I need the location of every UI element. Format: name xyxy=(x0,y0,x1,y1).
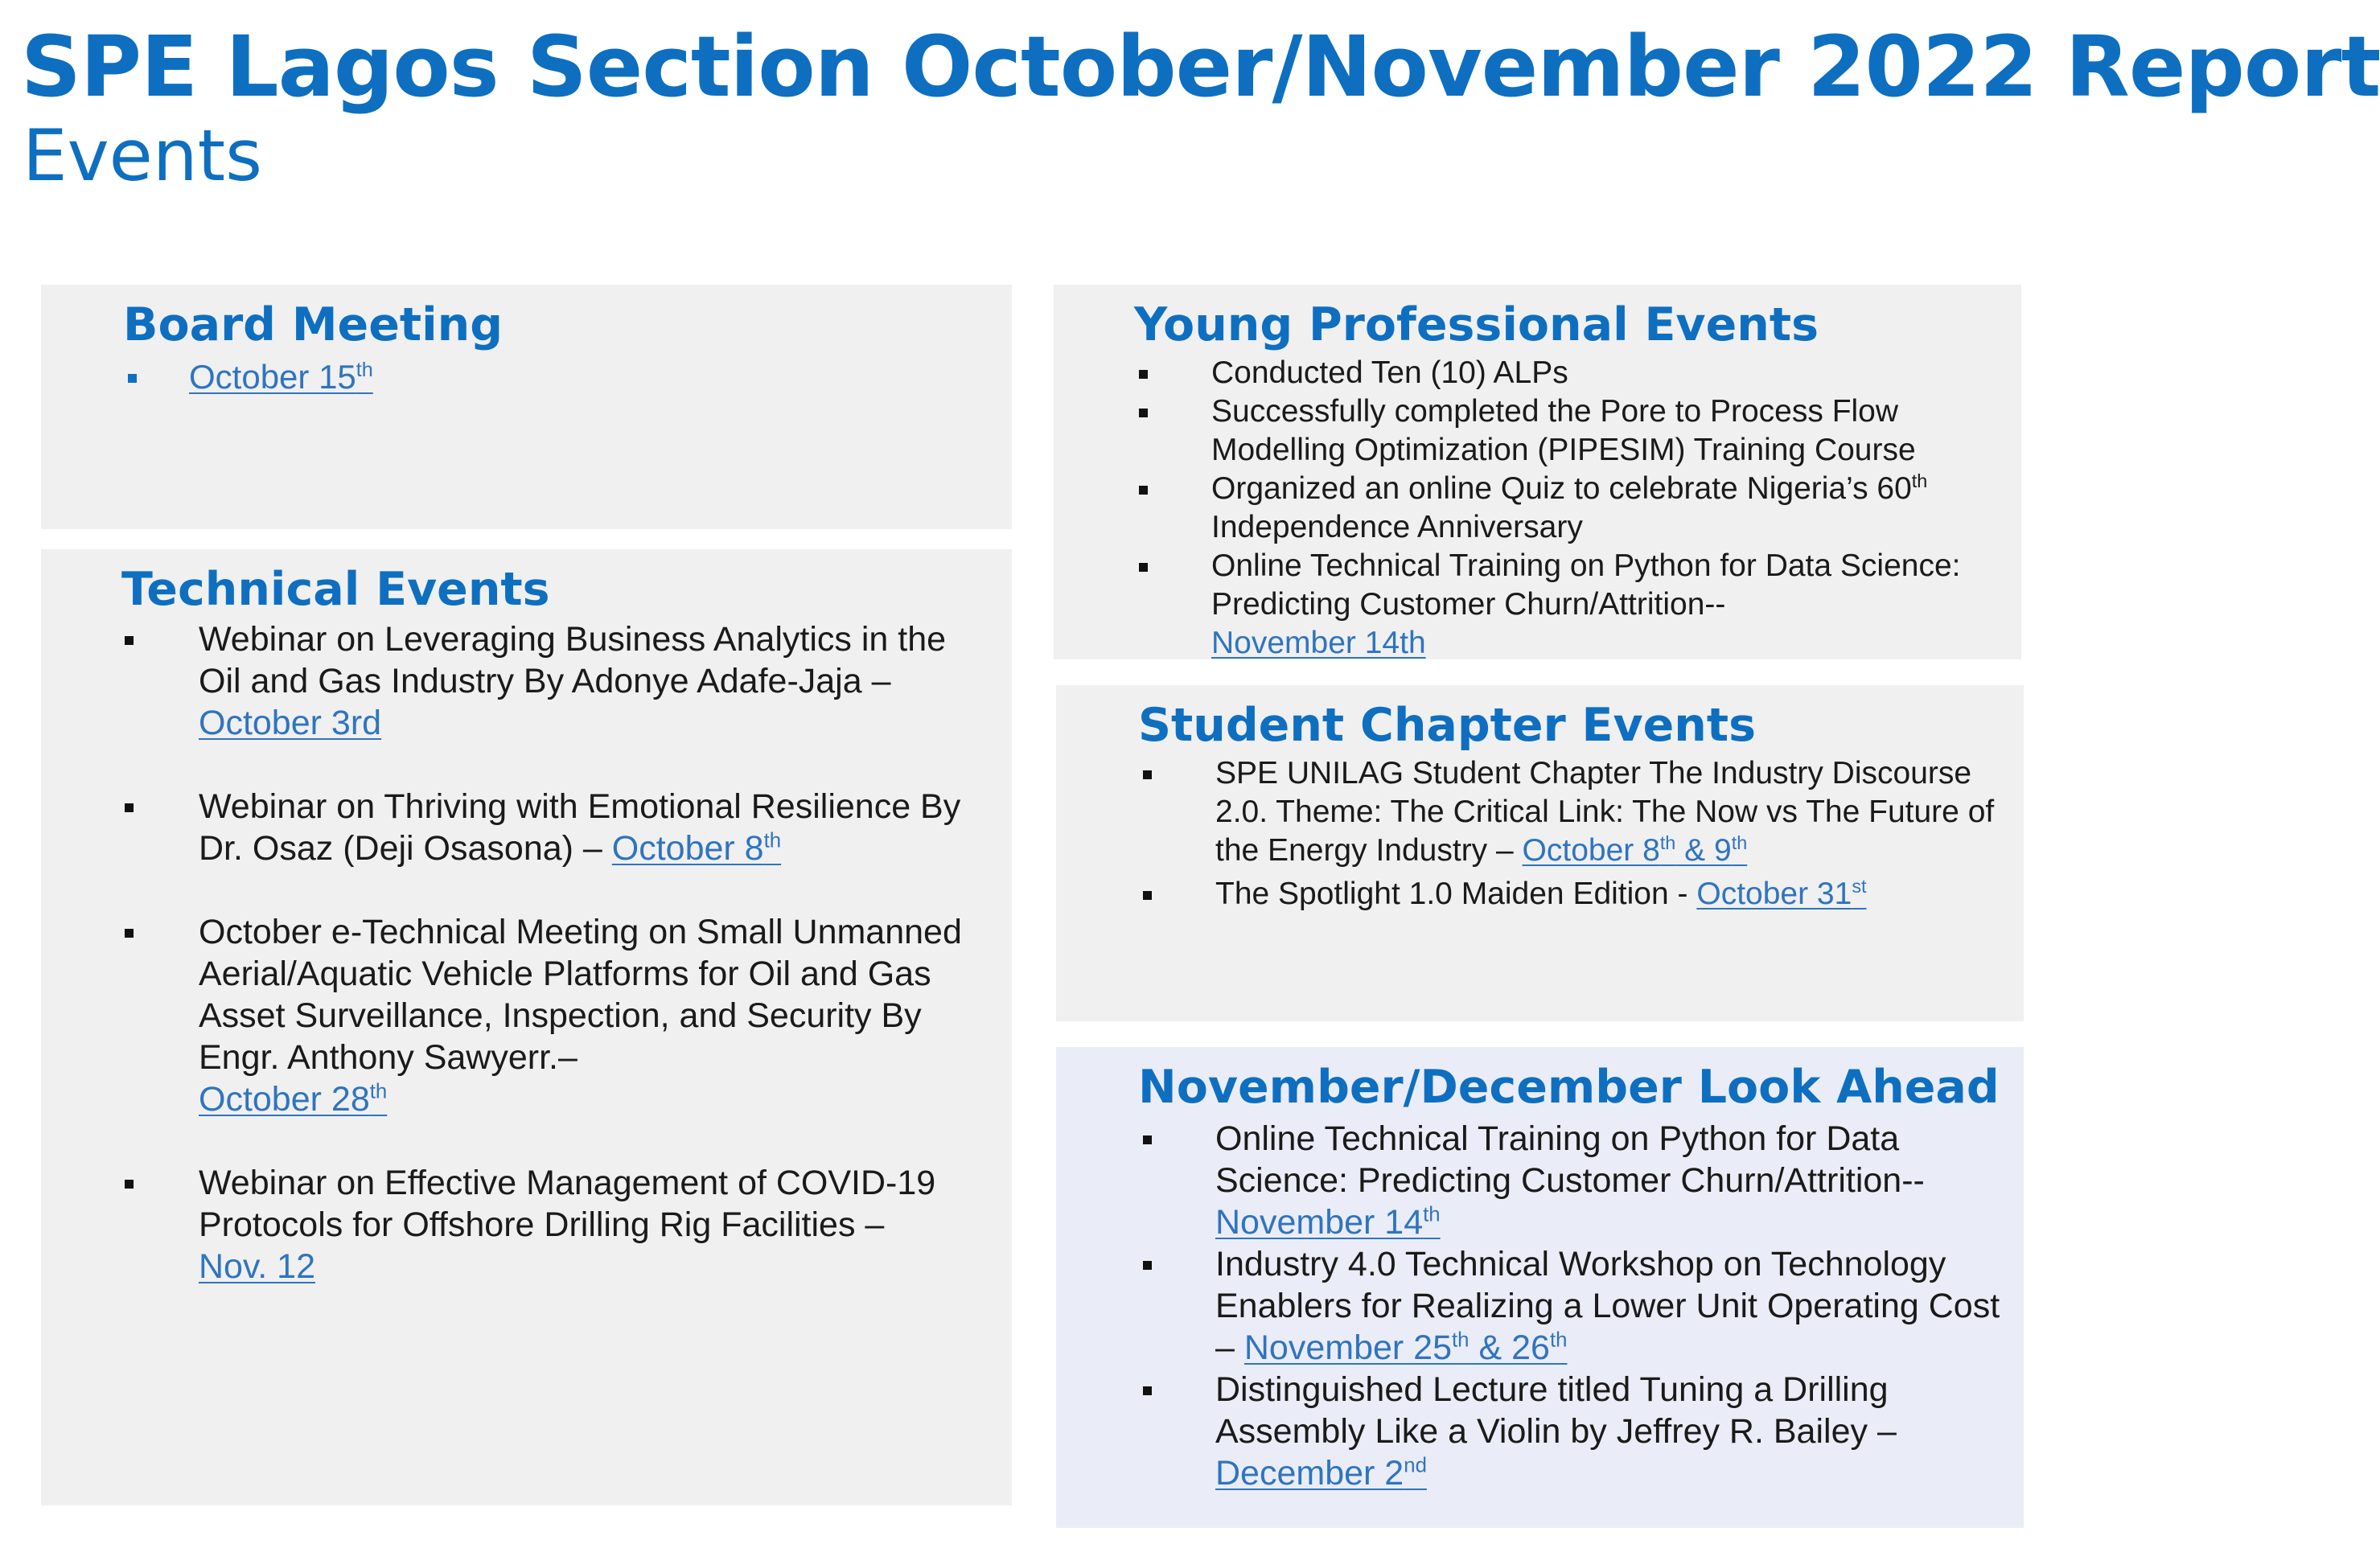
date-link[interactable]: November 25th & 26th xyxy=(1243,1328,1568,1367)
bullet-icon xyxy=(125,803,134,812)
bullet-icon xyxy=(1139,486,1148,495)
list-item xyxy=(121,1162,996,1287)
bullet-icon xyxy=(125,1180,134,1189)
bullet-icon xyxy=(125,929,134,938)
student-chapter-panel xyxy=(1056,685,2024,1021)
list-item xyxy=(1138,1118,2008,1243)
look-ahead-heading: November/December Look Ahead xyxy=(1138,1061,2000,1114)
list-item xyxy=(121,618,996,744)
bullet-icon xyxy=(1143,1135,1152,1144)
date-link[interactable]: November 14th xyxy=(1215,1202,1441,1242)
date-link[interactable]: October 28th xyxy=(199,1079,388,1119)
date-link[interactable]: October 8th xyxy=(611,828,782,868)
list-item xyxy=(1134,392,2005,470)
event-text: Online Technical Training on Python for Data Science: Predicting Customer Churn/Attrition-- xyxy=(1215,1119,1925,1200)
technical-events-list xyxy=(121,618,996,1287)
young-professional-list xyxy=(1134,354,2005,663)
event-text: SPE UNILAG Student Chapter The Industry Discourse 2.0. Theme: The Critical Link: The Now vs The Future of the Energy Industry – xyxy=(1215,755,1995,868)
bullet-icon xyxy=(125,636,134,645)
bullet-icon xyxy=(1139,370,1148,379)
board-meeting-heading: Board Meeting xyxy=(123,298,504,351)
event-text: Industry 4.0 Technical Workshop on Technology Enablers for Realizing a Lower Unit Operating Cost – xyxy=(1215,1244,2000,1367)
list-item xyxy=(121,911,996,1120)
board-meeting-panel xyxy=(41,285,1012,529)
bullet-icon xyxy=(1139,409,1148,417)
ordinal-suffix: th xyxy=(1911,470,1928,491)
event-text: October e-Technical Meeting on Small Unmanned Aerial/Aquatic Vehicle Platforms for Oil and Gas Asset Surveillance, Inspection, and Security By Engr. Anthony Sawyerr.– xyxy=(199,912,962,1077)
date-link[interactable]: October 3rd xyxy=(199,703,382,742)
list-item xyxy=(1138,875,2008,914)
date-link[interactable]: October 8th & 9th xyxy=(1522,832,1748,868)
list-item xyxy=(1138,754,2008,870)
date-link[interactable]: Nov. 12 xyxy=(199,1246,315,1286)
event-text: Webinar on Leveraging Business Analytics in the Oil and Gas Industry By Adonye Adafe-Jaja – xyxy=(199,619,947,700)
technical-events-heading: Technical Events xyxy=(121,563,550,616)
event-text: Distinguished Lecture titled Tuning a Drilling Assembly Like a Violin by Jeffrey R. Bailey – xyxy=(1215,1369,1897,1451)
student-chapter-heading: Student Chapter Events xyxy=(1138,699,1757,752)
list-item xyxy=(121,786,996,869)
student-chapter-list xyxy=(1138,754,2008,914)
list-item xyxy=(123,357,1012,397)
bullet-icon xyxy=(1143,891,1152,900)
list-item xyxy=(1138,1243,2008,1369)
event-text: Webinar on Thriving with Emotional Resilience By Dr. Osaz (Deji Osasona) – xyxy=(199,786,961,868)
date-link[interactable]: December 2nd xyxy=(1215,1453,1427,1493)
list-item xyxy=(1134,354,2005,392)
bullet-icon xyxy=(1143,770,1152,779)
report-subtitle: Events xyxy=(23,114,262,197)
event-text: Online Technical Training on Python for Data Science: Predicting Customer Churn/Attrition-- xyxy=(1211,548,1961,622)
date-link[interactable]: October 15th xyxy=(189,357,373,396)
event-text: Conducted Ten (10) ALPs xyxy=(1211,355,1568,390)
date-link[interactable]: October 31st xyxy=(1696,875,1867,911)
look-ahead-list xyxy=(1138,1118,2008,1494)
event-text: Successfully completed the Pore to Process Flow Modelling Optimization (PIPESIM) Training Course xyxy=(1211,393,1916,467)
date-link[interactable]: November 14th xyxy=(1211,625,1426,660)
event-text: The Spotlight 1.0 Maiden Edition - xyxy=(1215,876,1697,911)
bullet-icon xyxy=(128,374,137,383)
board-meeting-list xyxy=(123,357,1012,397)
list-item xyxy=(1138,1369,2008,1494)
bullet-icon xyxy=(1143,1261,1152,1270)
report-title: SPE Lagos Section October/November 2022 Report xyxy=(21,18,2380,116)
bullet-icon xyxy=(1143,1386,1152,1395)
young-professional-panel xyxy=(1054,285,2021,659)
event-text-cont: Independence Anniversary xyxy=(1211,509,1583,544)
list-item xyxy=(1134,470,2005,547)
list-item xyxy=(1134,547,2005,663)
bullet-icon xyxy=(1139,563,1148,572)
look-ahead-panel xyxy=(1056,1047,2024,1528)
technical-events-panel xyxy=(41,549,1012,1505)
event-text: Organized an online Quiz to celebrate Nigeria’s 60 xyxy=(1211,470,1912,506)
event-text: Webinar on Effective Management of COVID-19 Protocols for Offshore Drilling Rig Facilities – xyxy=(199,1163,936,1244)
young-professional-heading: Young Professional Events xyxy=(1134,298,1819,351)
